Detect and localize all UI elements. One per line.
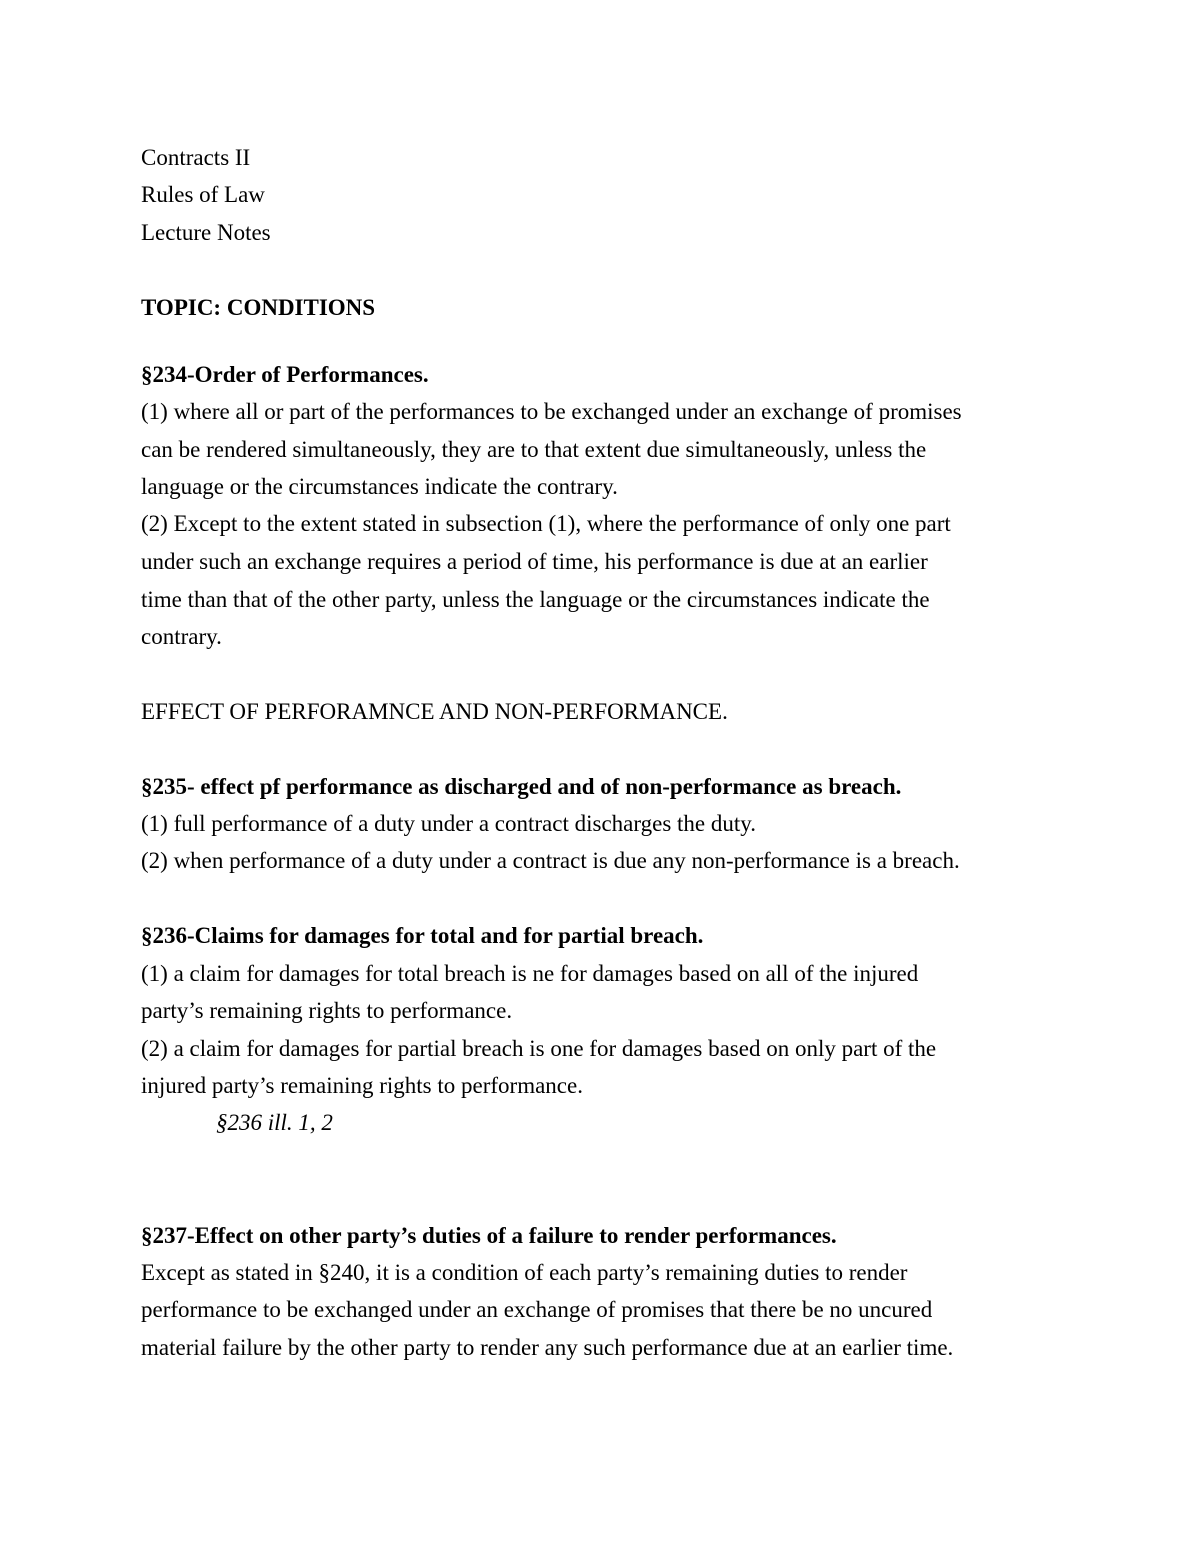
section-234-line: contrary. [141, 624, 222, 649]
document-subtitle: Rules of Law [141, 182, 265, 207]
section-234-line: (1) where all or part of the performances to be exchanged under an exchange of promises [141, 399, 962, 424]
section-236-line: (2) a claim for damages for partial breach is one for damages based on only part of the [141, 1036, 937, 1061]
section-235-line: (2) when performance of a duty under a contract is due any non-performance is a breach. [141, 848, 960, 873]
effect-heading: EFFECT OF PERFORAMNCE AND NON-PERFORMANCE. [141, 699, 728, 724]
section-236-line: injured party’s remaining rights to performance. [141, 1073, 583, 1098]
section-234-line: (2) Except to the extent stated in subsection (1), where the performance of only one part [141, 511, 951, 536]
section-234-line: time than that of the other party, unless the language or the circumstances indicate the [141, 587, 930, 612]
section-236-line: (1) a claim for damages for total breach is ne for damages based on all of the injured [141, 961, 919, 986]
section-236-line: party’s remaining rights to performance. [141, 998, 513, 1023]
section-234-line: language or the circumstances indicate the contrary. [141, 474, 618, 499]
section-235-heading: §235- effect pf performance as discharged and of non-performance as breach. [141, 774, 902, 799]
section-237-line: Except as stated in §240, it is a condition of each party’s remaining duties to render [141, 1260, 908, 1285]
section-237-line: material failure by the other party to render any such performance due at an earlier time. [141, 1335, 954, 1360]
section-234-line: under such an exchange requires a period of time, his performance is due at an earlier [141, 549, 928, 574]
section-235-line: (1) full performance of a duty under a contract discharges the duty. [141, 811, 757, 836]
section-236-illustration: §236 ill. 1, 2 [216, 1110, 333, 1135]
course-title: Contracts II [141, 145, 251, 170]
section-237-line: performance to be exchanged under an exchange of promises that there be no uncured [141, 1297, 933, 1322]
section-236-heading: §236-Claims for damages for total and for partial breach. [141, 923, 704, 948]
section-234-line: can be rendered simultaneously, they are to that extent due simultaneously, unless the [141, 437, 927, 462]
document-kind: Lecture Notes [141, 220, 271, 245]
section-237-heading: §237-Effect on other party’s duties of a failure to render performances. [141, 1223, 837, 1248]
section-234-heading: §234-Order of Performances. [141, 362, 429, 387]
topic-heading: TOPIC: CONDITIONS [141, 295, 376, 320]
